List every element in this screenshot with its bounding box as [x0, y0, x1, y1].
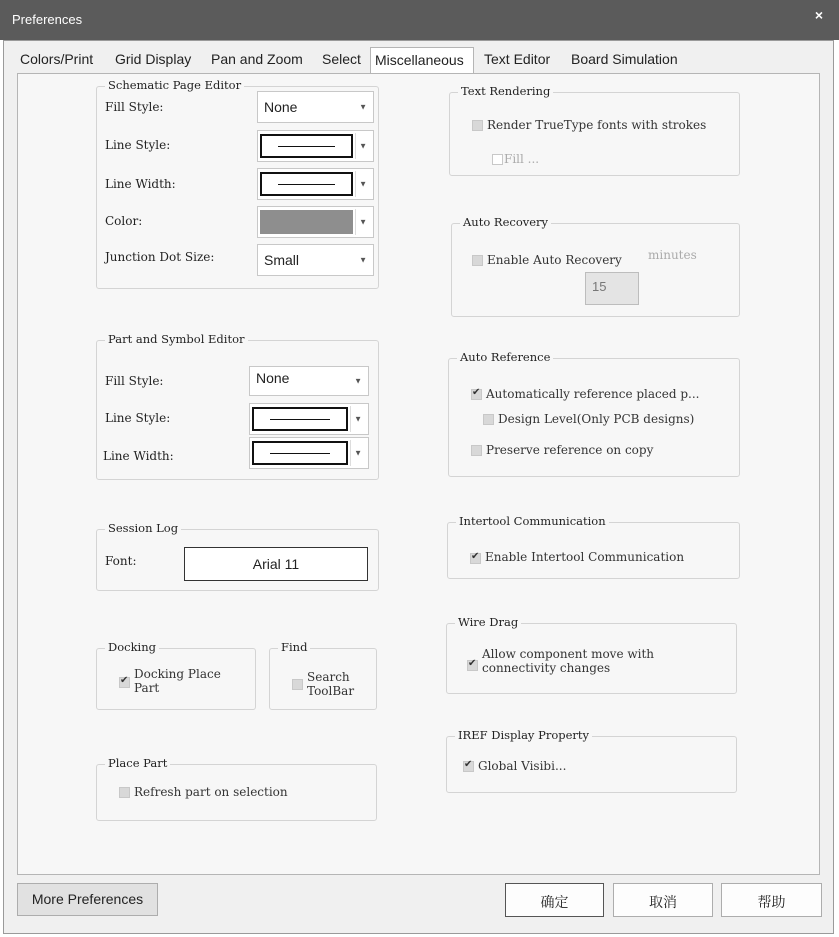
session-log-font-button[interactable]: Arial 11 — [184, 547, 368, 581]
schematic-line-width-select[interactable] — [257, 168, 374, 200]
schematic-line-style-select[interactable] — [257, 130, 374, 162]
chevron-down-icon: ▼ — [359, 102, 367, 112]
place-part-title: Place Part — [105, 756, 170, 770]
schematic-line-style-label: Line Style: — [105, 138, 171, 152]
tab-colors-print[interactable]: Colors/Print — [20, 51, 94, 67]
schematic-fill-style-value: None — [264, 99, 298, 115]
global-visibility-label: Global Visibi... — [478, 759, 567, 773]
combo-separator — [355, 171, 356, 197]
schematic-fill-style-label: Fill Style: — [105, 100, 164, 114]
find-group — [269, 640, 377, 710]
design-level-checkbox[interactable] — [483, 414, 494, 425]
schematic-color-label: Color: — [105, 214, 143, 228]
part-line-style-select[interactable] — [249, 403, 369, 435]
allow-component-move-label-1: Allow component move with — [482, 647, 655, 661]
intertool-group — [447, 514, 740, 579]
enable-auto-recovery-checkbox[interactable] — [472, 255, 483, 266]
intertool-title: Intertool Communication — [456, 514, 609, 528]
iref-group — [446, 728, 737, 793]
minutes-label: minutes — [648, 248, 697, 262]
line-width-preview — [260, 172, 353, 196]
combo-separator — [350, 440, 351, 466]
schematic-fill-style-select[interactable] — [257, 91, 374, 123]
search-toolbar-checkbox[interactable] — [292, 679, 303, 690]
schematic-junction-label: Junction Dot Size: — [105, 250, 215, 264]
recovery-minutes-input[interactable]: 15 — [585, 272, 639, 305]
auto-recovery-title: Auto Recovery — [460, 215, 551, 229]
tab-grid-display[interactable]: Grid Display — [115, 51, 192, 67]
more-preferences-button[interactable]: More Preferences — [17, 883, 158, 916]
ok-button[interactable]: 确定 — [505, 883, 604, 917]
cancel-button[interactable]: 取消 — [613, 883, 713, 917]
tab-text-editor[interactable]: Text Editor — [484, 51, 551, 67]
schematic-junction-value: Small — [264, 252, 300, 268]
chevron-down-icon: ▼ — [359, 255, 367, 265]
chevron-down-icon: ▼ — [359, 141, 367, 151]
docking-place-part-checkbox[interactable] — [119, 677, 130, 688]
intertool-checkbox[interactable] — [470, 553, 481, 564]
enable-auto-recovery-label: Enable Auto Recovery — [487, 253, 622, 267]
line-width-preview — [252, 441, 348, 465]
schematic-page-editor-title: Schematic Page Editor — [105, 78, 244, 92]
docking-place-part-label-1: Docking Place — [134, 667, 221, 681]
title-bar — [0, 0, 839, 40]
line-style-preview — [260, 134, 353, 158]
auto-reference-checkbox[interactable] — [471, 389, 482, 400]
auto-reference-title: Auto Reference — [457, 350, 553, 364]
tab-select[interactable]: Select — [322, 51, 361, 67]
tab-miscellaneous[interactable]: Miscellaneous — [370, 47, 474, 73]
refresh-part-label: Refresh part on selection — [134, 785, 288, 799]
miscellaneous-page — [17, 73, 820, 875]
part-line-width-label: Line Width: — [103, 449, 174, 463]
help-button[interactable]: 帮助 — [721, 883, 822, 917]
close-icon[interactable]: × — [814, 7, 823, 23]
window-title: Preferences — [12, 12, 83, 27]
combo-separator — [350, 406, 351, 432]
auto-recovery-group — [451, 215, 740, 317]
search-toolbar-label-2: ToolBar — [307, 684, 355, 698]
global-visibility-checkbox[interactable] — [463, 761, 474, 772]
fill-checkbox[interactable] — [492, 154, 503, 165]
session-log-group — [96, 521, 379, 591]
preserve-reference-label: Preserve reference on copy — [486, 443, 654, 457]
line-style-preview — [252, 407, 348, 431]
auto-reference-group — [448, 350, 740, 477]
refresh-part-checkbox[interactable] — [119, 787, 130, 798]
docking-group — [96, 640, 256, 710]
find-title: Find — [278, 640, 310, 654]
schematic-line-width-label: Line Width: — [105, 177, 176, 191]
preserve-reference-checkbox[interactable] — [471, 445, 482, 456]
preferences-dialog — [3, 40, 834, 934]
part-symbol-editor-group — [96, 332, 379, 480]
schematic-color-select[interactable] — [257, 206, 374, 238]
iref-title: IREF Display Property — [455, 728, 592, 742]
part-fill-style-select[interactable] — [249, 366, 369, 396]
render-truetype-checkbox[interactable] — [472, 120, 483, 131]
session-log-font-label: Font: — [105, 554, 137, 568]
docking-title: Docking — [105, 640, 159, 654]
render-truetype-label: Render TrueType fonts with strokes — [487, 118, 707, 132]
session-log-title: Session Log — [105, 521, 181, 535]
part-line-width-select[interactable] — [249, 437, 369, 469]
place-part-group — [96, 756, 377, 821]
docking-place-part-label-2: Part — [134, 681, 160, 695]
wire-drag-title: Wire Drag — [455, 615, 521, 629]
chevron-down-icon: ▼ — [354, 376, 362, 386]
tab-strip — [4, 41, 833, 75]
allow-component-move-checkbox[interactable] — [467, 660, 478, 671]
part-line-style-label: Line Style: — [105, 411, 171, 425]
combo-separator — [355, 209, 356, 235]
allow-component-move-label-2: connectivity changes — [482, 661, 611, 675]
schematic-page-editor-group — [96, 78, 379, 289]
chevron-down-icon: ▼ — [359, 217, 367, 227]
design-level-label: Design Level(Only PCB designs) — [498, 412, 695, 426]
text-rendering-title: Text Rendering — [458, 84, 553, 98]
chevron-down-icon: ▼ — [354, 448, 362, 458]
part-fill-style-label: Fill Style: — [105, 374, 164, 388]
part-symbol-editor-title: Part and Symbol Editor — [105, 332, 248, 346]
search-toolbar-label-1: Search — [307, 670, 350, 684]
tab-board-simulation[interactable]: Board Simulation — [571, 51, 678, 67]
chevron-down-icon: ▼ — [354, 414, 362, 424]
chevron-down-icon: ▼ — [359, 179, 367, 189]
intertool-label: Enable Intertool Communication — [485, 550, 685, 564]
schematic-junction-select[interactable] — [257, 244, 374, 276]
tab-pan-and-zoom[interactable]: Pan and Zoom — [211, 51, 303, 67]
auto-reference-label: Automatically reference placed p... — [486, 387, 700, 401]
color-swatch — [260, 210, 353, 234]
combo-separator — [355, 133, 356, 159]
part-fill-style-value: None — [256, 370, 290, 387]
text-rendering-group — [449, 84, 740, 176]
fill-label: Fill ... — [504, 152, 540, 166]
wire-drag-group — [446, 615, 737, 694]
